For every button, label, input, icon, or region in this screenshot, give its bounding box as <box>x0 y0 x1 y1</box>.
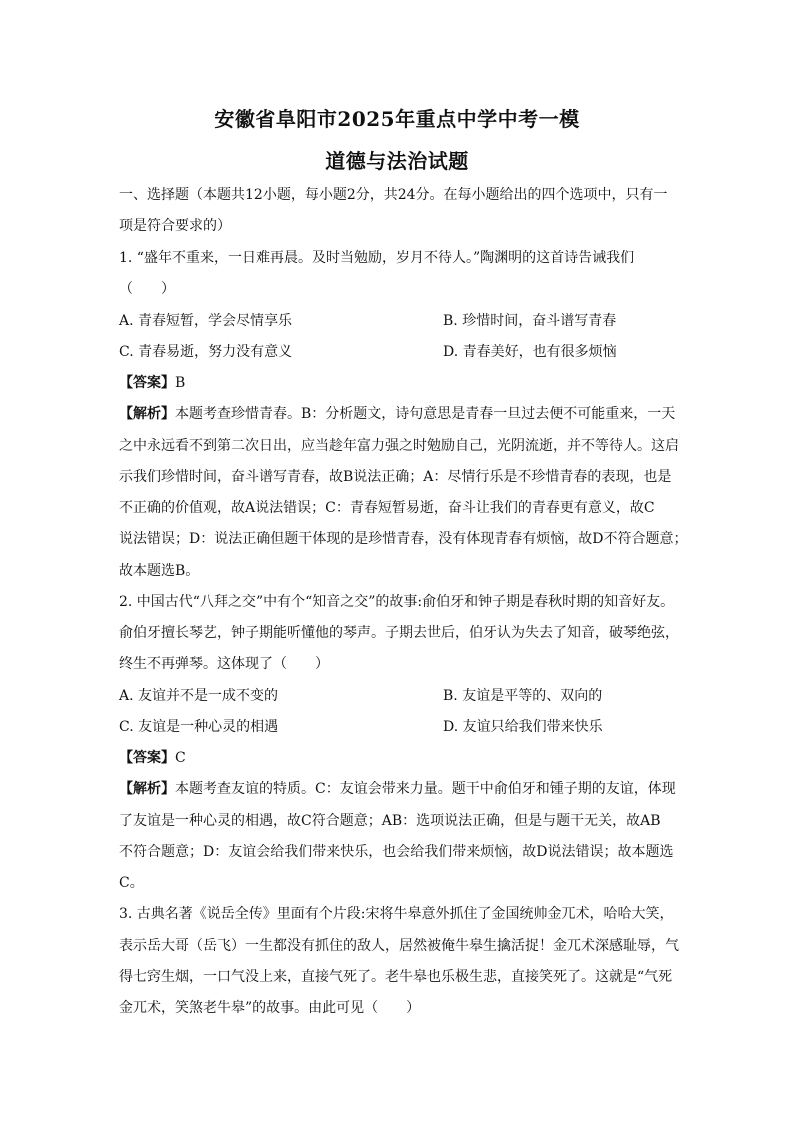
answer-value: B <box>175 375 186 391</box>
question-2-option-b: B. 友谊是平等的、双向的 <box>443 688 603 704</box>
question-1-option-c: C. 青春易逝，努力没有意义 <box>119 344 293 360</box>
question-2-stem: 2. 中国古代“八拜之交”中有个“知音之交”的故事:俞伯牙和钟子期是春秋时期的知音好友。 <box>119 594 675 610</box>
question-2-stem-cont: 俞伯牙擅长琴艺，钟子期能听懂他的琴声。子期去世后，伯牙认为失去了知音，破琴绝弦， <box>119 625 679 641</box>
question-1-analysis <box>119 404 679 424</box>
question-2-answer <box>119 748 679 768</box>
question-2-option-a: A. 友谊并不是一成不变的 <box>119 688 279 704</box>
section-heading-cont: 项是符合要求的） <box>119 218 231 234</box>
question-1-stem: 1. “盛年不重来，一日难再晨。及时当勉励，岁月不待人。”陶渊明的这首诗告诫我们 <box>119 250 635 266</box>
question-2-analysis-line: 了友谊是一种心灵的相遇，故C符合题意；AB：选项说法正确，但是与题干无关，故AB <box>119 813 661 829</box>
question-2-option-d: D. 友谊只给我们带来快乐 <box>443 719 603 735</box>
answer-label: 【答案】 <box>119 375 175 391</box>
analysis-text: 本题考查友谊的特质。C：友谊会带来力量。题干中俞伯牙和锺子期的友谊，体现 <box>175 781 676 797</box>
question-1-stem-cont: （ ） <box>119 281 175 297</box>
question-1-analysis-line: 示我们珍惜时间，奋斗谱写青春，故B说法正确；A：尽情行乐是不珍惜青春的表现，也是 <box>119 469 672 485</box>
question-1-option-a: A. 青春短暂，学会尽情享乐 <box>119 313 293 329</box>
question-1-analysis-line: 不正确的价值观，故A说法错误；C：青春短暂易逝，奋斗让我们的青春更有意义，故C <box>119 500 655 516</box>
section-heading: 一、选择题（本题共12小题，每小题2分，共24分。在每小题给出的四个选项中，只有一 <box>119 187 668 203</box>
question-2-stem-cont: 终生不再弹琴。这体现了（ ） <box>119 656 329 672</box>
question-3-stem-cont: 金兀术，笑煞老牛皋”的故事。由此可见（ ） <box>119 1000 421 1016</box>
analysis-label: 【解析】 <box>119 781 175 797</box>
answer-label: 【答案】 <box>119 750 175 766</box>
question-1-answer <box>119 373 679 393</box>
question-1-analysis-line: 故本题选B。 <box>119 563 200 579</box>
question-1-option-d: D. 青春美好，也有很多烦恼 <box>443 344 617 360</box>
analysis-label: 【解析】 <box>119 406 175 422</box>
question-2-option-c: C. 友谊是一种心灵的相遇 <box>119 719 279 735</box>
analysis-text: 本题考查珍惜青春。B：分析题文，诗句意思是青春一旦过去便不可能重来，一天 <box>175 406 676 422</box>
question-3-stem-cont: 表示岳大哥（岳飞）一生都没有抓住的敌人，居然被俺牛皋生擒活捉！金兀术深感耻辱，气 <box>119 938 679 954</box>
question-3-stem: 3. 古典名著《说岳全传》里面有个片段:宋将牛皋意外抓住了金国统帅金兀术，哈哈大笑， <box>119 906 674 922</box>
question-1-option-b: B. 珍惜时间，奋斗谱写青春 <box>443 313 617 329</box>
page-title: 安徽省阜阳市2025年重点中学中考一模 <box>214 107 580 131</box>
question-1-analysis-line: 说法错误；D：说法正确但题干体现的是珍惜青春，没有体现青春有烦恼，故D不符合题意； <box>119 531 688 547</box>
page-subtitle: 道德与法治试题 <box>325 149 469 173</box>
question-2-analysis-line: C。 <box>119 875 144 891</box>
question-2-analysis-line: 不符合题意；D：友谊会给我们带来快乐，也会给我们带来烦恼，故D说法错误；故本题选 <box>119 844 674 860</box>
question-1-analysis-line: 之中永远看不到第二次日出，应当趁年富力强之时勉励自己，光阴流逝，并不等待人。这启 <box>119 438 679 454</box>
question-2-analysis <box>119 779 679 799</box>
question-3-stem-cont: 得七窍生烟，一口气没上来，直接气死了。老牛皋也乐极生悲，直接笑死了。这就是“气死 <box>119 969 673 985</box>
answer-value: C <box>175 750 186 766</box>
